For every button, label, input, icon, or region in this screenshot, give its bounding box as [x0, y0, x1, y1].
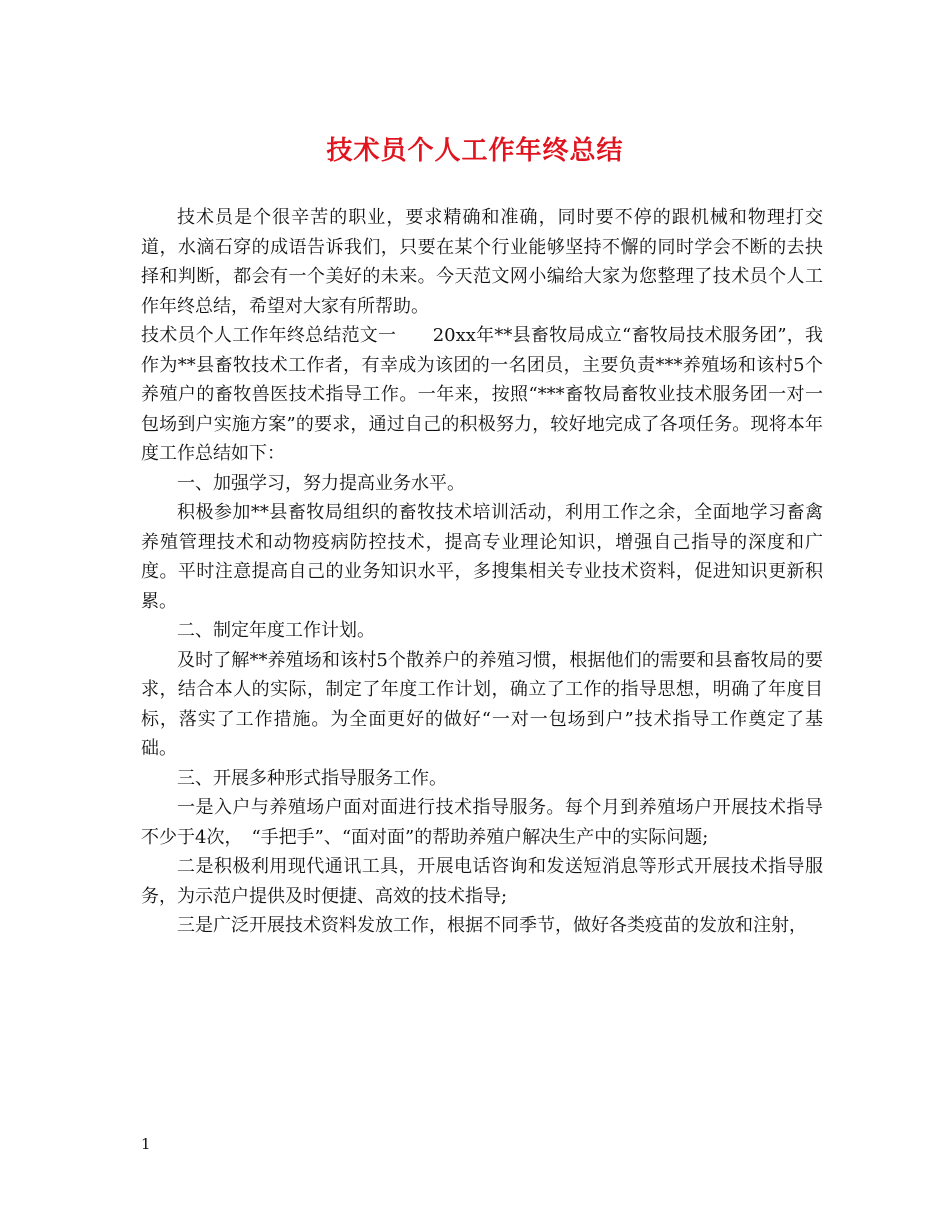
section-heading: 二、制定年度工作计划。: [177, 620, 375, 641]
section-heading: 三、开展多种形式指导服务工作。: [177, 767, 447, 789]
document-title: 技术员个人工作年终总结: [326, 136, 624, 166]
document-body: [141, 203, 823, 941]
page-number: 1: [141, 1135, 151, 1153]
paragraph: 三是广泛开展技术资料发放工作，根据不同季节，做好各类疫苗的发放和注射，: [177, 915, 807, 936]
section-heading: 一、加强学习，努力提高业务水平。: [177, 472, 465, 494]
paragraph: 积极参加**县畜牧局组织的畜牧技术培训活动，利用工作之余，全面地学习畜禽养殖管理技术和动物疫病防控技术，提高专业理论知识，增强自己指导的深度和广度。平时注意提高自己的业务知识水平，多搜集相关专业技术资料，促进知识更新积累。: [141, 502, 823, 612]
paragraph: 二是积极利用现代通讯工具，开展电话咨询和发送短消息等形式开展技术指导服务，为示范户提供及时便捷、高效的技术指导;: [141, 856, 823, 907]
paragraph: 一是入户与养殖场户面对面进行技术指导服务。每个月到养殖场户开展技术指导不少于4次， “手把手”、“面对面”的帮助养殖户解决生产中的实际问题;: [141, 797, 823, 848]
paragraph: 及时了解**养殖场和该村5个散养户的养殖习惯，根据他们的需要和县畜牧局的要求，结合本人的实际，制定了年度工作计划，确立了工作的指导思想，明确了年度目标，落实了工作措施。为全面更好的做好“一对一包场到户”技术指导工作奠定了基础。: [141, 649, 823, 759]
paragraph: 技术员个人工作年终总结范文一 20xx年**县畜牧局成立“畜牧局技术服务团”，我作为**县畜牧技术工作者，有幸成为该团的一名团员，主要负责***养殖场和该村5个养殖户的畜牧兽医技术指导工作。一年来，按照“***畜牧局畜牧业技术服务团一对一包场到户实施方案”的要求，通过自己的积极努力，较好地完成了各项任务。现将本年度工作总结如下：: [141, 325, 823, 464]
paragraph: 技术员是个很辛苦的职业，要求精确和准确，同时要不停的跟机械和物理打交道，水滴石穿的成语告诉我们，只要在某个行业能够坚持不懈的同时学会不断的去抉择和判断，都会有一个美好的未来。今天范文网小编给大家为您整理了技术员个人工作年终总结，希望对大家有所帮助。: [141, 207, 823, 317]
